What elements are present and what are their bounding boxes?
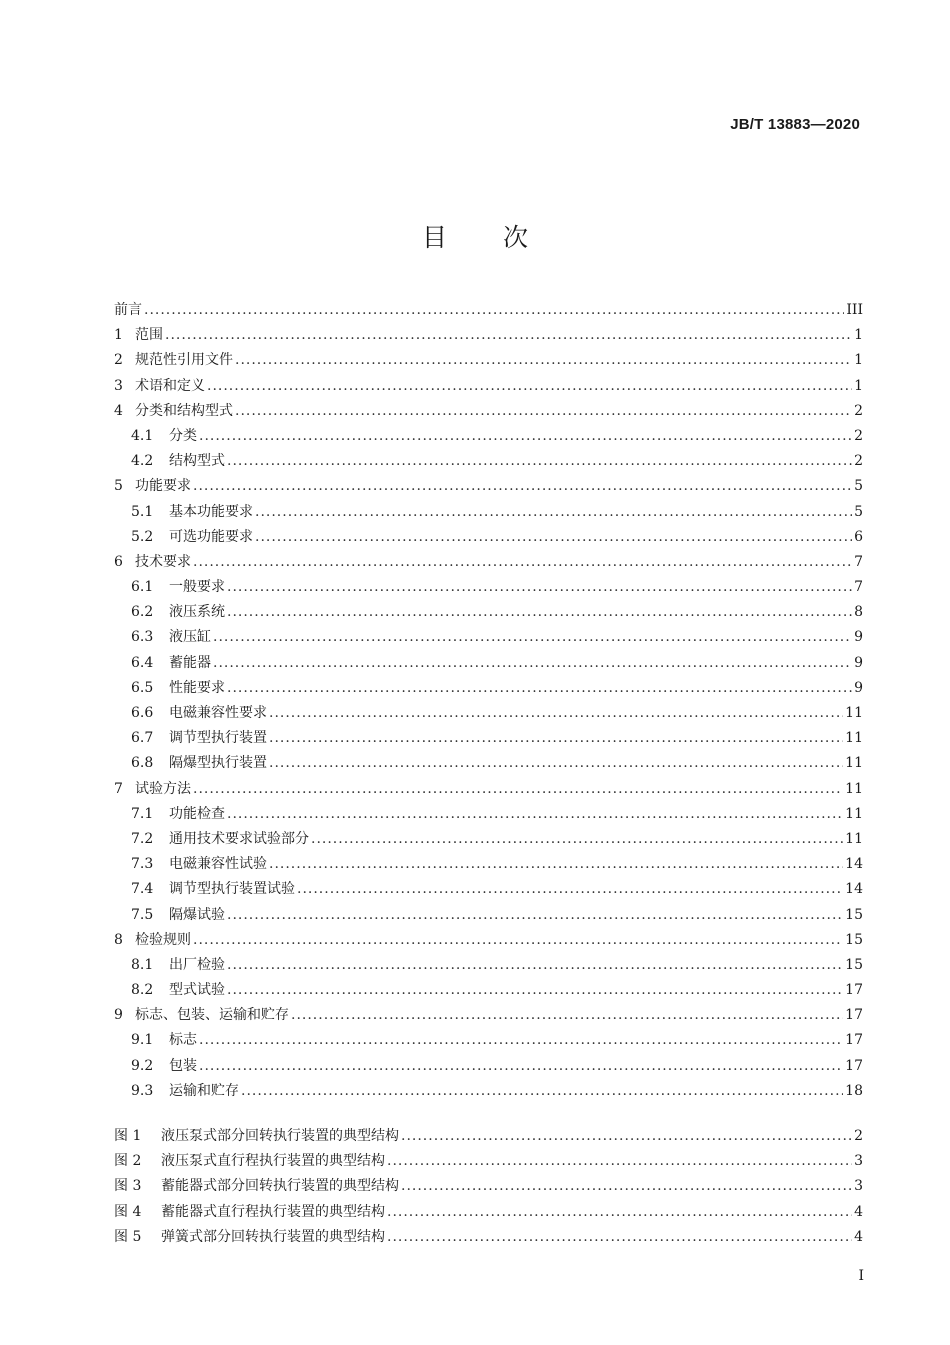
dot-leader [297, 877, 843, 902]
toc-entry[interactable] [114, 550, 863, 575]
toc-entry-label: 可选功能要求 [169, 528, 253, 545]
toc-entry-page: 18 [845, 1082, 863, 1099]
toc-entry-number: 9.2 [131, 1057, 154, 1074]
toc-entry[interactable] [114, 449, 863, 474]
dot-leader [269, 701, 843, 726]
toc-entry[interactable] [114, 651, 863, 676]
toc-entry-number: 5.2 [131, 528, 154, 545]
figure-entry-label: 液压泵式部分回转执行装置的典型结构 [161, 1128, 399, 1144]
toc-entry-label: 结构型式 [169, 453, 225, 470]
figure-entry-page: 4 [854, 1203, 863, 1220]
figure-entry-number: 图 2 [114, 1153, 142, 1170]
figure-entry-label: 蓄能器式部分回转执行装置的典型结构 [161, 1178, 399, 1195]
toc-entry-number: 5.1 [131, 503, 154, 520]
dot-leader [227, 449, 852, 474]
toc-entry-label: 术语和定义 [135, 377, 205, 394]
toc-entry-number: 4 [114, 402, 123, 419]
toc-entry[interactable] [114, 852, 863, 877]
dot-leader [207, 374, 852, 399]
toc-entry[interactable] [114, 827, 863, 852]
toc-entry-label: 调节型执行装置试验 [169, 881, 295, 898]
dot-leader [193, 474, 852, 499]
dot-leader [227, 676, 852, 701]
toc-entry-page: 11 [845, 830, 863, 847]
dot-leader [311, 827, 843, 852]
dot-leader [227, 953, 843, 978]
toc-entry-page: 15 [845, 906, 863, 923]
toc-entry[interactable] [114, 953, 863, 978]
toc-entry-page: 5 [854, 503, 863, 520]
toc-entry-page: 17 [845, 1007, 863, 1024]
toc-entry-number: 3 [114, 377, 123, 394]
toc-entry-page: 11 [845, 805, 863, 822]
toc-entry-number: 2 [114, 352, 123, 369]
toc-entry-number: 7.3 [131, 856, 154, 873]
toc-entry-page: 9 [854, 679, 863, 696]
toc-entry[interactable] [114, 1079, 863, 1104]
toc-entry[interactable] [114, 374, 863, 399]
toc-entry-page: 2 [854, 453, 863, 470]
toc-entry[interactable] [114, 877, 863, 902]
toc-entry-number: 5 [114, 478, 123, 495]
toc-entry-label: 隔爆型执行装置 [169, 755, 267, 772]
toc-entry-label: 范围 [135, 327, 163, 344]
dot-leader [213, 625, 852, 650]
toc-entry-label: 分类 [169, 427, 197, 444]
figure-entry-page: 3 [854, 1178, 863, 1195]
toc-entry-page: 15 [845, 931, 863, 948]
toc-entry-number: 8 [114, 931, 123, 948]
dot-leader [235, 348, 852, 373]
figure-entry[interactable] [114, 1200, 863, 1225]
toc-entry[interactable] [114, 525, 863, 550]
toc-entry-label: 基本功能要求 [169, 503, 253, 520]
toc-entry-page: 7 [854, 553, 863, 570]
toc-entry[interactable] [114, 1028, 863, 1053]
toc-entry-number: 7 [114, 780, 123, 797]
dot-leader [213, 651, 852, 676]
toc-entry-number: 7.5 [131, 906, 154, 923]
toc-entry-page: 1 [854, 352, 863, 369]
toc-entry-page: 2 [854, 427, 863, 444]
toc-entry-label: 标志 [169, 1032, 197, 1049]
toc-entry-label: 技术要求 [135, 553, 191, 570]
toc-entry-page: 17 [845, 1032, 863, 1049]
dot-leader [199, 1054, 843, 1079]
toc-entry-label: 标志、包装、运输和贮存 [135, 1007, 289, 1024]
toc-entry-label: 分类和结构型式 [135, 402, 233, 419]
toc-entry-label: 功能检查 [169, 805, 225, 822]
toc-entry-number: 1 [114, 327, 123, 344]
toc-title: 目次 [421, 223, 584, 252]
toc-entry-number: 4.1 [131, 427, 154, 444]
document-code: JB/T 13883—2020 [730, 116, 860, 133]
toc-entry[interactable] [114, 928, 863, 953]
toc-entry[interactable] [114, 978, 863, 1003]
toc-entry[interactable] [114, 500, 863, 525]
figure-entry[interactable] [114, 1124, 863, 1149]
toc-entry-label: 运输和贮存 [169, 1082, 239, 1099]
toc-entry-page: 11 [845, 705, 863, 721]
figure-entry[interactable] [114, 1174, 863, 1199]
toc-entry[interactable] [114, 676, 863, 701]
dot-leader [387, 1225, 852, 1250]
dot-leader [193, 928, 843, 953]
toc-entry[interactable] [114, 348, 863, 373]
dot-leader [401, 1124, 852, 1149]
figure-entry-page: 4 [854, 1228, 863, 1245]
toc-entry-page: 2 [854, 402, 863, 419]
toc-entry-number: 9.1 [131, 1032, 154, 1049]
toc-entry-label: 包装 [169, 1057, 197, 1074]
toc-entry[interactable] [114, 474, 863, 499]
toc-entry-page: 14 [845, 856, 863, 873]
toc-entry[interactable] [114, 751, 863, 776]
dot-leader [199, 1028, 843, 1053]
toc-entry[interactable] [114, 802, 863, 827]
toc-entry-label: 一般要求 [169, 579, 225, 596]
toc-entry[interactable] [114, 777, 863, 802]
dot-leader [255, 500, 852, 525]
toc-entry[interactable] [114, 1054, 863, 1079]
dot-leader [193, 550, 852, 575]
toc-entry-page: 15 [845, 956, 863, 973]
toc-entry[interactable] [114, 903, 863, 928]
figure-entry-label: 弹簧式部分回转执行装置的典型结构 [161, 1228, 385, 1245]
dot-leader [199, 424, 852, 449]
figure-entry-number: 图 1 [114, 1128, 142, 1144]
toc-entry-number: 9 [114, 1007, 123, 1024]
figure-entry-label: 液压泵式直行程执行装置的典型结构 [161, 1153, 385, 1170]
toc-entry-label: 调节型执行装置 [169, 730, 267, 747]
toc-entry-page: 11 [845, 730, 863, 747]
toc-entry-label: 隔爆试验 [169, 906, 225, 923]
dot-leader [387, 1149, 852, 1174]
toc-entry-page: 17 [845, 1057, 863, 1074]
toc-entry-page: 5 [854, 478, 863, 495]
figure-entry-label: 蓄能器式直行程执行装置的典型结构 [161, 1203, 385, 1220]
figure-entry[interactable] [114, 1225, 863, 1250]
dot-leader [269, 726, 843, 751]
toc-entry-number: 6.6 [131, 705, 154, 721]
table-of-contents [114, 298, 863, 1104]
toc-entry[interactable] [114, 424, 863, 449]
toc-entry-page: 11 [845, 780, 863, 797]
dot-leader [241, 1079, 843, 1104]
toc-entry[interactable] [114, 298, 863, 323]
toc-entry[interactable] [114, 323, 863, 348]
toc-entry-label: 型式试验 [169, 982, 225, 999]
figure-entry-number: 图 5 [114, 1228, 142, 1245]
toc-entry-number: 7.1 [131, 805, 154, 822]
toc-entry-label: 性能要求 [169, 679, 225, 696]
toc-entry[interactable] [114, 1003, 863, 1028]
toc-entry-label: 液压系统 [169, 604, 225, 621]
toc-entry-number: 8.2 [131, 982, 154, 999]
toc-entry-page: 1 [854, 327, 863, 344]
toc-entry-number: 4.2 [131, 453, 154, 470]
dot-leader [235, 399, 852, 424]
toc-entry-page: 11 [845, 755, 863, 772]
dot-leader [193, 777, 843, 802]
dot-leader [227, 978, 843, 1003]
toc-entry-number: 6.2 [131, 604, 154, 621]
toc-entry-page: 14 [845, 881, 863, 898]
toc-entry[interactable] [114, 726, 863, 751]
toc-entry[interactable] [114, 399, 863, 424]
toc-entry[interactable] [114, 701, 863, 726]
toc-entry-label: 前言 [114, 302, 142, 318]
toc-entry[interactable] [114, 575, 863, 600]
toc-entry-number: 8.1 [131, 956, 154, 973]
dot-leader [165, 323, 852, 348]
dot-leader [255, 525, 852, 550]
toc-entry-label: 液压缸 [169, 629, 211, 646]
toc-entry-number: 6 [114, 553, 123, 570]
figure-list [114, 1124, 863, 1250]
dot-leader [227, 903, 843, 928]
figure-entry-page: 2 [854, 1128, 863, 1144]
figure-entry-number: 图 3 [114, 1178, 142, 1195]
dot-leader [291, 1003, 843, 1028]
toc-entry-page: 9 [854, 629, 863, 646]
dot-leader [269, 751, 843, 776]
toc-entry-page: 1 [854, 377, 863, 394]
toc-entry-label: 通用技术要求试验部分 [169, 830, 309, 847]
figure-entry-number: 图 4 [114, 1203, 142, 1220]
toc-entry-page: 17 [845, 982, 863, 999]
toc-entry[interactable] [114, 600, 863, 625]
toc-entry-number: 7.2 [131, 830, 154, 847]
dot-leader [144, 298, 844, 323]
dot-leader [387, 1200, 852, 1225]
toc-entry-label: 检验规则 [135, 931, 191, 948]
toc-entry-number: 6.7 [131, 730, 154, 747]
toc-entry-label: 出厂检验 [169, 956, 225, 973]
toc-entry[interactable] [114, 625, 863, 650]
toc-entry-label: 电磁兼容性要求 [169, 705, 267, 721]
toc-entry-page: 8 [854, 604, 863, 621]
dot-leader [227, 575, 852, 600]
dot-leader [227, 600, 852, 625]
toc-entry-label: 试验方法 [135, 780, 191, 797]
figure-entry[interactable] [114, 1149, 863, 1174]
toc-entry-number: 7.4 [131, 881, 154, 898]
toc-entry-number: 9.3 [131, 1082, 154, 1099]
toc-entry-number: 6.5 [131, 679, 154, 696]
toc-entry-number: 6.4 [131, 654, 154, 671]
toc-entry-page: 9 [854, 654, 863, 671]
toc-entry-page: III [846, 302, 863, 318]
figure-entry-page: 3 [854, 1153, 863, 1170]
toc-entry-number: 6.8 [131, 755, 154, 772]
toc-entry-label: 功能要求 [135, 478, 191, 495]
page-number: I [858, 1268, 864, 1284]
toc-entry-page: 6 [854, 528, 863, 545]
toc-entry-label: 电磁兼容性试验 [169, 856, 267, 873]
toc-entry-number: 6.1 [131, 579, 154, 596]
toc-entry-page: 7 [854, 579, 863, 596]
dot-leader [401, 1174, 852, 1199]
dot-leader [269, 852, 843, 877]
toc-entry-label: 规范性引用文件 [135, 352, 233, 369]
toc-entry-number: 6.3 [131, 629, 154, 646]
dot-leader [227, 802, 843, 827]
toc-entry-label: 蓄能器 [169, 654, 211, 671]
